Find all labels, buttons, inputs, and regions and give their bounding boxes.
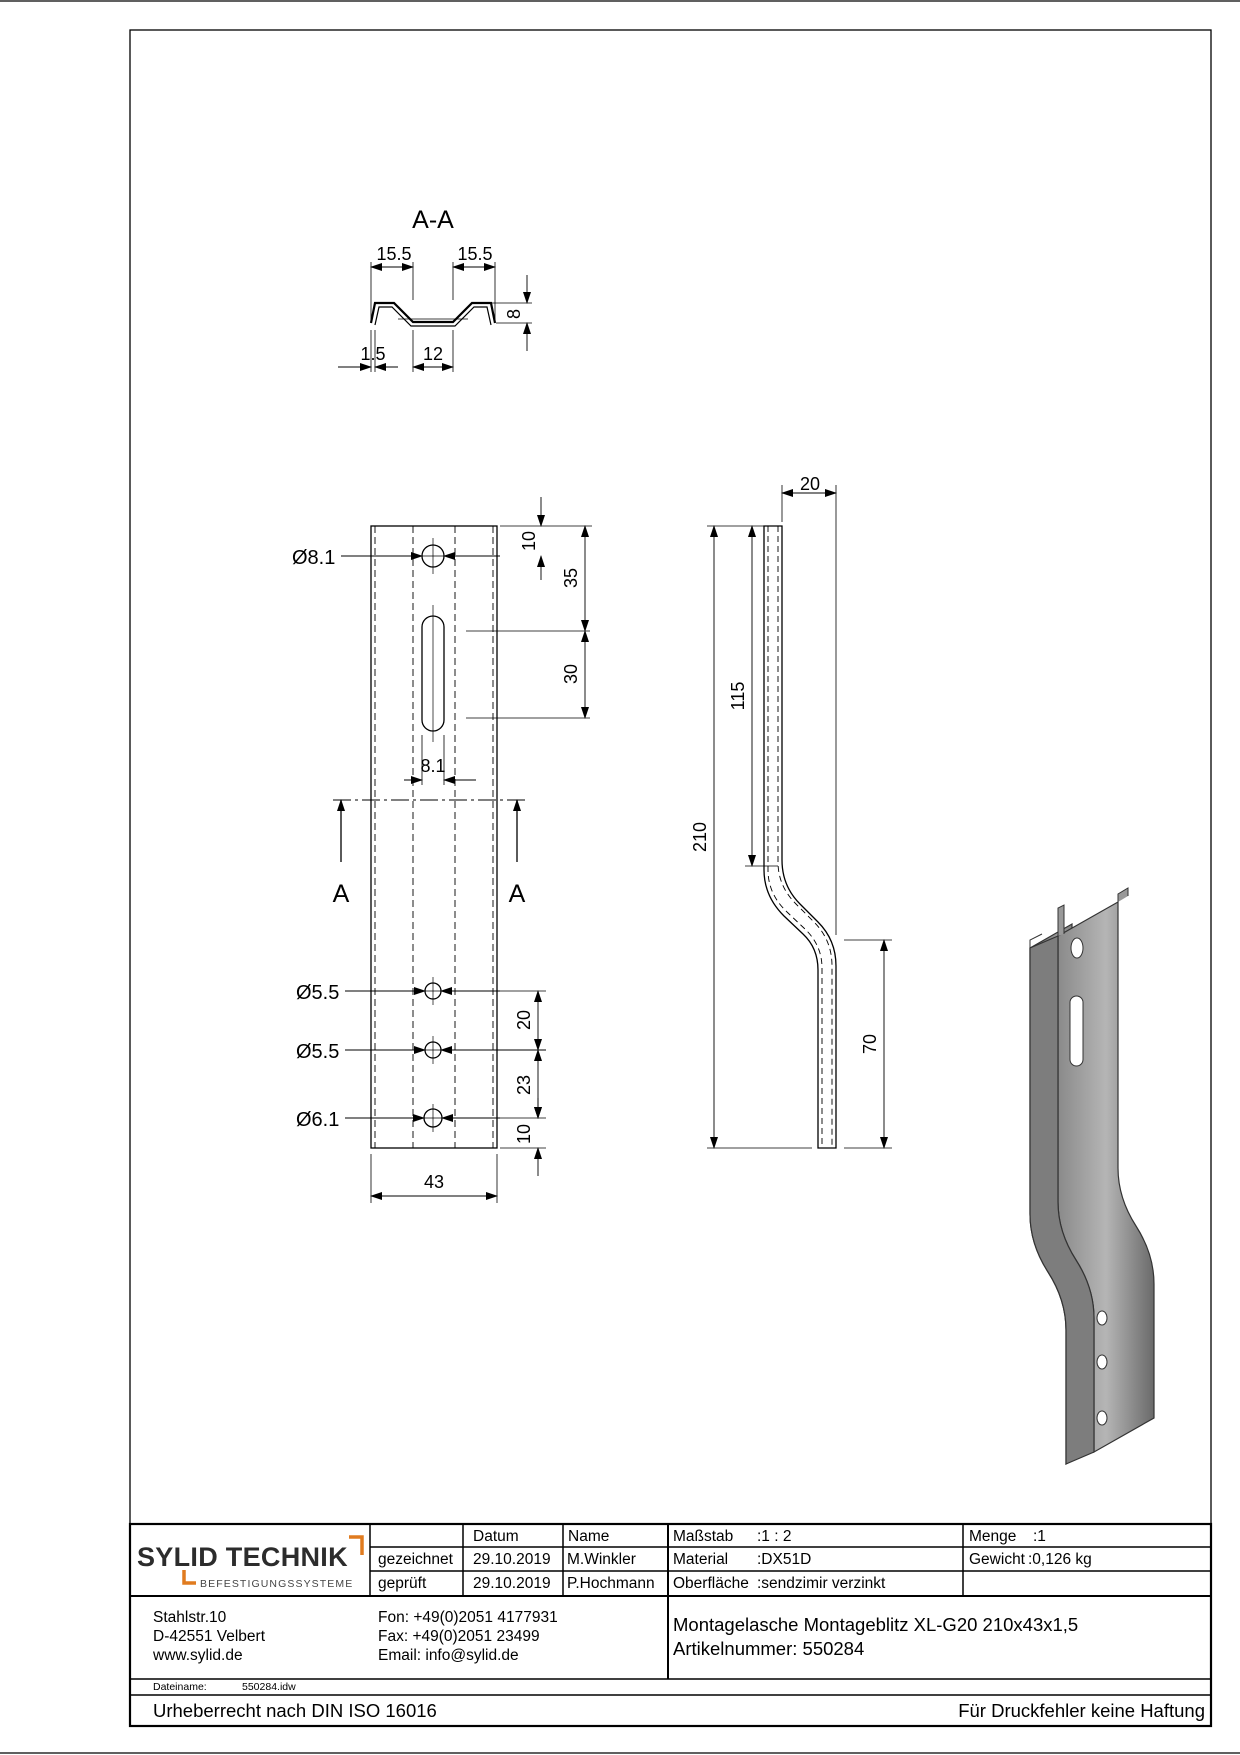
disclaimer: Für Druckfehler keine Haftung	[958, 1700, 1205, 1721]
logo-accent	[349, 1537, 362, 1555]
row-drawn-date: 29.10.2019	[473, 1551, 551, 1568]
dim-height: 8	[504, 308, 524, 320]
front-view	[292, 497, 592, 1203]
label-hole-mid: Ø5.5	[296, 982, 340, 1004]
label-hole-mid2: Ø5.5	[296, 1041, 340, 1063]
scale-value: :1 : 2	[757, 1528, 792, 1545]
section-mark-left: A	[332, 880, 350, 908]
company-logo-text: SYLID TECHNIK	[137, 1542, 348, 1572]
address-city: D-42551 Velbert	[153, 1628, 266, 1645]
section-mark-right: A	[508, 880, 526, 908]
dim-slot-width: 8.1	[420, 756, 446, 776]
row-checked-date: 29.10.2019	[473, 1575, 551, 1592]
scale-label: Maßstab	[673, 1528, 734, 1545]
col-datum: Datum	[473, 1528, 519, 1545]
dim-115: 115	[728, 681, 748, 711]
dim-20: 20	[514, 1009, 534, 1031]
side-view	[690, 474, 892, 1148]
dim-offset: 20	[799, 474, 821, 494]
dim-right-flange: 15.5	[457, 244, 493, 264]
filename-label: Dateiname:	[153, 1681, 207, 1693]
dim-left-flange: 15.5	[376, 244, 412, 264]
dim-35: 35	[561, 567, 581, 589]
weight-value: :0,126 kg	[1028, 1551, 1092, 1568]
weight-label: Gewicht	[969, 1551, 1025, 1568]
dim-10-bottom: 10	[514, 1123, 534, 1145]
section-profile	[371, 303, 495, 323]
dim-30: 30	[561, 663, 581, 685]
dim-center: 12	[422, 344, 444, 364]
company-logo-subtitle: BEFESTIGUNGSSYSTEME	[200, 1578, 354, 1590]
quantity-label: Menge	[969, 1528, 1017, 1545]
material-value: :DX51D	[757, 1551, 812, 1568]
contact-fax: Fax: +49(0)2051 23499	[378, 1628, 540, 1645]
copyright-notice: Urheberrecht nach DIN ISO 16016	[153, 1700, 437, 1721]
dim-width: 43	[423, 1172, 445, 1192]
row-drawn-name: M.Winkler	[567, 1551, 636, 1568]
section-title: A-A	[412, 206, 454, 234]
label-hole-bottom: Ø6.1	[296, 1109, 340, 1131]
contact-phone: Fon: +49(0)2051 4177931	[378, 1609, 558, 1626]
col-name: Name	[568, 1528, 610, 1545]
article-number: Artikelnummer: 550284	[673, 1638, 865, 1659]
filename-value: 550284.idw	[242, 1681, 296, 1693]
surface-label: Oberfläche	[673, 1575, 749, 1592]
material-label: Material	[673, 1551, 729, 1568]
side-profile	[764, 526, 836, 1148]
label-hole-top: Ø8.1	[292, 547, 336, 569]
dim-10-top: 10	[519, 530, 539, 552]
product-title: Montagelasche Montageblitz XL-G20 210x43x1,5	[673, 1614, 1079, 1635]
surface-value: :sendzimir verzinkt	[757, 1575, 886, 1592]
dim-70: 70	[860, 1033, 880, 1055]
row-checked-name: P.Hochmann	[567, 1575, 655, 1592]
row-drawn-label: gezeichnet	[378, 1551, 453, 1568]
address-web: www.sylid.de	[153, 1647, 243, 1664]
address-street: Stahlstr.10	[153, 1609, 227, 1626]
dim-thickness: 1.5	[360, 344, 386, 364]
dim-210: 210	[690, 821, 710, 853]
dim-23: 23	[514, 1074, 534, 1096]
drawing-frame	[130, 30, 1211, 1726]
row-checked-label: geprüft	[378, 1575, 427, 1592]
section-view-a-a	[338, 206, 532, 372]
isometric-part-view	[1030, 888, 1154, 1464]
contact-email: Email: info@sylid.de	[378, 1647, 519, 1664]
quantity-value: :1	[1033, 1528, 1046, 1545]
